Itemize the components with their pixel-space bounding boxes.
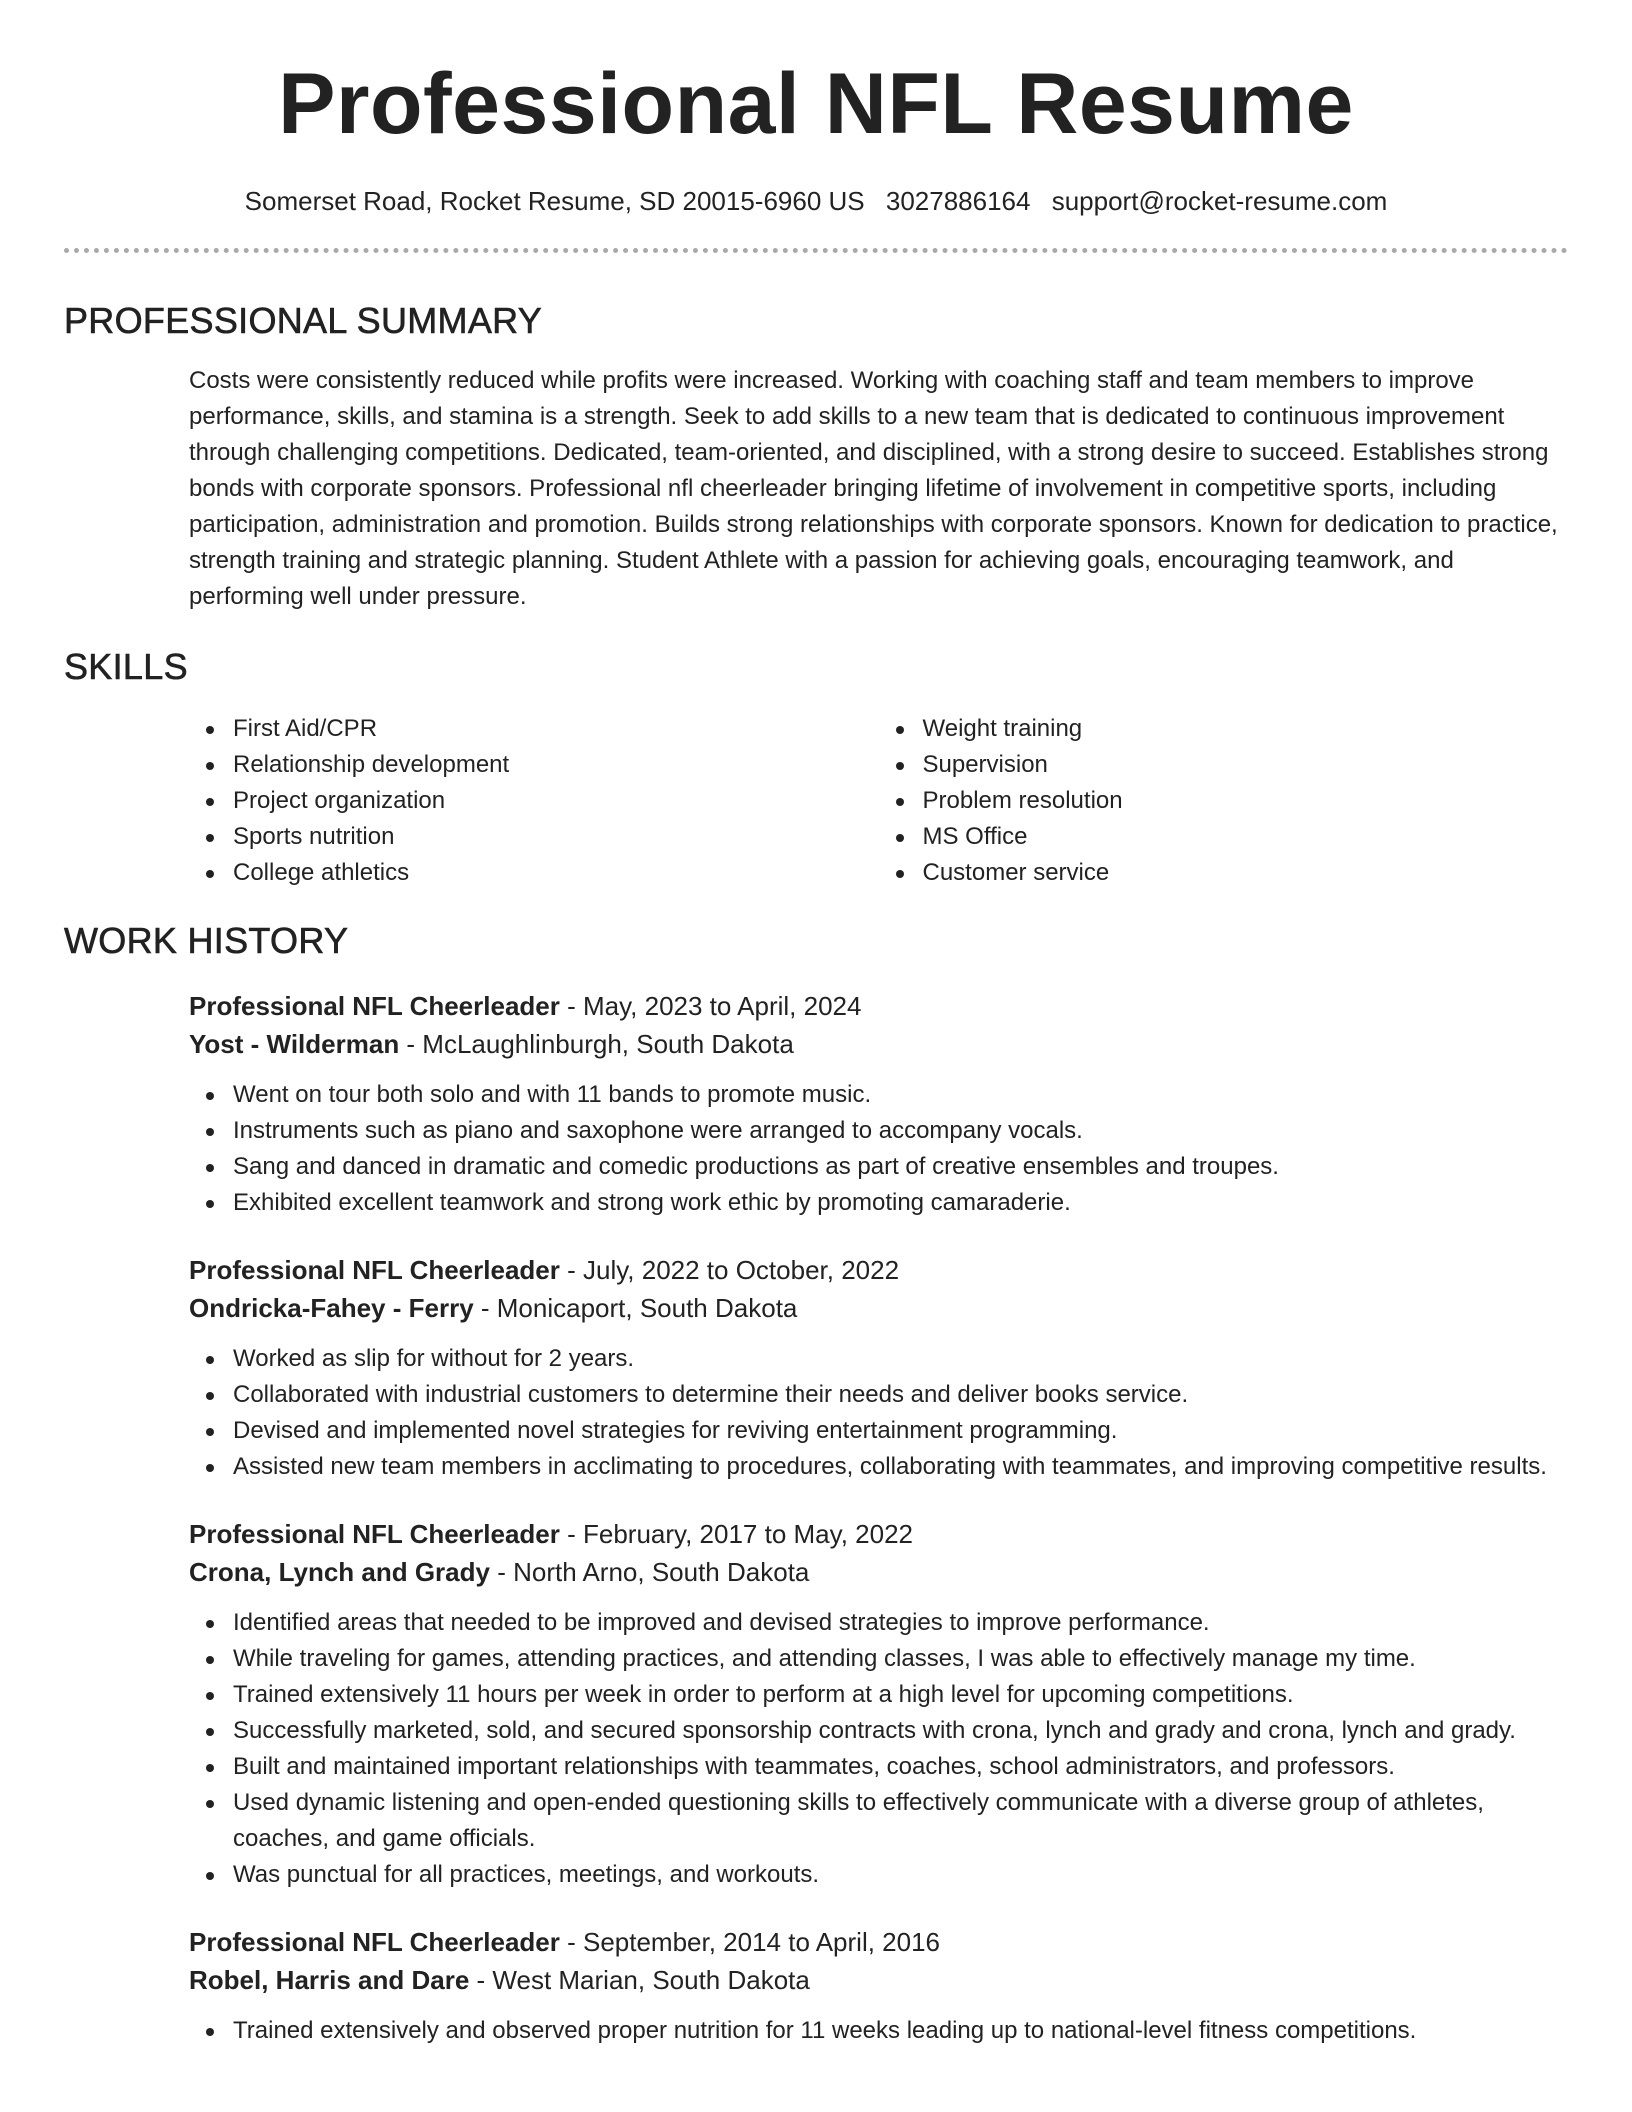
job-bullets [189, 1341, 1568, 1485]
job-entry [189, 1923, 1568, 2049]
skills-heading: SKILLS [64, 646, 188, 687]
job-role: Professional NFL Cheerleader [189, 1519, 560, 1549]
job-bullet: Instruments such as piano and saxophone were arranged to accompany vocals. [233, 1113, 1568, 1149]
job-bullet: Used dynamic listening and open-ended questioning skills to effectively communicate with a diverse group of athletes, coaches, and game officials. [233, 1785, 1568, 1857]
contact-phone: 3027886164 [885, 186, 1031, 216]
job-company-line [189, 1289, 1568, 1327]
job-title-line [189, 987, 1568, 1025]
job-role: Professional NFL Cheerleader [189, 1255, 560, 1285]
job-company-line [189, 1553, 1568, 1591]
job-bullet: Trained extensively 11 hours per week in order to perform at a high level for upcoming competitions. [233, 1677, 1568, 1713]
skill-item: Customer service [923, 855, 1569, 891]
skill-item: Problem resolution [923, 783, 1569, 819]
job-bullet: Worked as slip for without for 2 years. [233, 1341, 1568, 1377]
job-title-line [189, 1251, 1568, 1289]
work-history-heading: WORK HISTORY [64, 920, 349, 961]
job-dates: - February, 2017 to May, 2022 [559, 1519, 913, 1549]
job-location: - North Arno, South Dakota [489, 1557, 810, 1587]
job-company: Crona, Lynch and Grady [189, 1557, 490, 1587]
job-bullet: Went on tour both solo and with 11 bands to promote music. [233, 1077, 1568, 1113]
job-bullets [189, 2013, 1568, 2049]
skills-list [189, 711, 1568, 891]
skill-item: First Aid/CPR [233, 711, 879, 747]
job-title-line [189, 1515, 1568, 1553]
job-company-line [189, 1961, 1568, 1999]
job-bullet: Trained extensively and observed proper nutrition for 11 weeks leading up to national-level fitness competitions. [233, 2013, 1568, 2049]
skill-item: Sports nutrition [233, 819, 879, 855]
job-bullet: While traveling for games, attending practices, and attending classes, I was able to effectively manage my time. [233, 1641, 1568, 1677]
contact-line [64, 184, 1568, 218]
job-title-line [189, 1923, 1568, 1961]
job-entry [189, 1515, 1568, 1893]
skill-item: Supervision [923, 747, 1569, 783]
job-bullets [189, 1605, 1568, 1893]
skill-item: Weight training [923, 711, 1569, 747]
job-dates: - May, 2023 to April, 2024 [559, 991, 862, 1021]
job-bullet: Was punctual for all practices, meetings, and workouts. [233, 1857, 1568, 1893]
job-company: Ondricka-Fahey - Ferry [189, 1293, 474, 1323]
job-entry [189, 1251, 1568, 1485]
skill-item: MS Office [923, 819, 1569, 855]
skills-column-left [189, 711, 879, 891]
job-location: - West Marian, South Dakota [469, 1965, 810, 1995]
job-dates: - September, 2014 to April, 2016 [559, 1927, 941, 1957]
job-dates: - July, 2022 to October, 2022 [559, 1255, 900, 1285]
job-bullet: Built and maintained important relationships with teammates, coaches, school administrators, and professors. [233, 1749, 1568, 1785]
header-divider [64, 248, 1568, 253]
job-bullet: Devised and implemented novel strategies for reviving entertainment programming. [233, 1413, 1568, 1449]
job-role: Professional NFL Cheerleader [189, 991, 560, 1021]
job-bullet: Collaborated with industrial customers to determine their needs and deliver books service. [233, 1377, 1568, 1413]
skill-item: Project organization [233, 783, 879, 819]
summary-text: Costs were consistently reduced while profits were increased. Working with coaching staff and team members to improve performance, skills, and stamina is a strength. Seek to add skills to a new team that is dedicated to continuous improvement through challenging competitions. Dedicated, team-oriented, and disciplined, with a strong desire to succeed. Establishes strong bonds with corporate sponsors. Professional nfl cheerleader bringing lifetime of involvement in competitive sports, including participation, administration and promotion. Builds strong relationships with corporate sponsors. Known for dedication to practice, strength training and strategic planning. Student Athlete with a passion for achieving goals, encouraging teamwork, and performing well under pressure. [189, 367, 1558, 610]
contact-email: support@rocket-resume.com [1051, 186, 1388, 216]
skills-column-right [879, 711, 1569, 891]
job-bullet: Assisted new team members in acclimating to procedures, collaborating with teammates, and improving competitive results. [233, 1449, 1568, 1485]
job-bullet: Exhibited excellent teamwork and strong work ethic by promoting camaraderie. [233, 1185, 1568, 1221]
job-location: - McLaughlinburgh, South Dakota [399, 1029, 794, 1059]
job-bullet: Successfully marketed, sold, and secured sponsorship contracts with crona, lynch and grady and crona, lynch and grady. [233, 1713, 1568, 1749]
job-company-line [189, 1025, 1568, 1063]
skill-item: Relationship development [233, 747, 879, 783]
job-bullets [189, 1077, 1568, 1221]
job-location: - Monicaport, South Dakota [473, 1293, 798, 1323]
job-entry [189, 987, 1568, 1221]
resume-title: Professional NFL Resume [278, 56, 1354, 152]
job-company: Robel, Harris and Dare [189, 1965, 470, 1995]
job-role: Professional NFL Cheerleader [189, 1927, 560, 1957]
summary-heading: PROFESSIONAL SUMMARY [64, 300, 543, 341]
skill-item: College athletics [233, 855, 879, 891]
contact-address: Somerset Road, Rocket Resume, SD 20015-6960 US [244, 186, 865, 216]
job-company: Yost - Wilderman [189, 1029, 400, 1059]
job-bullet: Sang and danced in dramatic and comedic productions as part of creative ensembles and troupes. [233, 1149, 1568, 1185]
job-bullet: Identified areas that needed to be improved and devised strategies to improve performance. [233, 1605, 1568, 1641]
